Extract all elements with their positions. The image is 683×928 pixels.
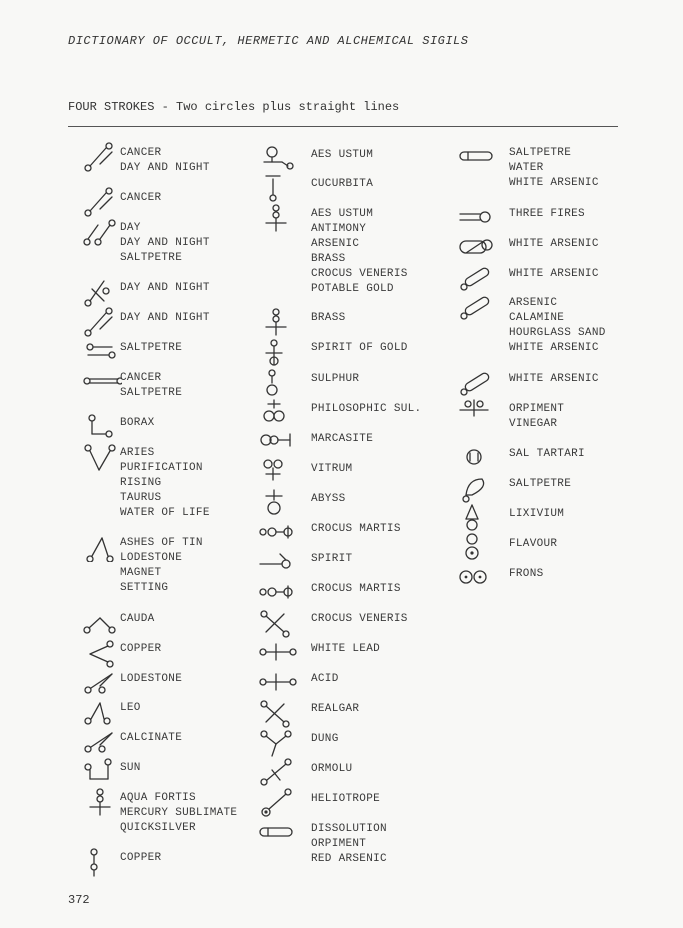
sigil-meaning-line: DAY AND NIGHT xyxy=(120,312,210,324)
sigil-meaning-line: THREE FIRES xyxy=(509,208,585,220)
sigil-meaning-line: ARSENIC xyxy=(509,297,558,309)
sigil-meanings xyxy=(311,462,352,477)
sigil-meanings xyxy=(509,477,571,492)
sigil-meaning-line: SPIRIT xyxy=(311,553,353,565)
sigil-meanings xyxy=(120,371,182,401)
sigil-meaning-line: CROCUS MARTIS xyxy=(311,583,401,595)
sigil-meanings xyxy=(120,221,210,266)
sigil-meaning-line: ORPIMENT xyxy=(311,838,367,850)
sigil-meaning-line: WHITE ARSENIC xyxy=(509,373,599,385)
sigil-meaning-line: ACID xyxy=(311,673,339,685)
sigil-meaning-line: POTABLE GOLD xyxy=(311,283,394,295)
capsule-sigil-icon xyxy=(458,142,498,177)
sigil-meaning-line: DAY AND NIGHT xyxy=(120,237,210,249)
sigil-meanings xyxy=(509,402,564,432)
sigil-meanings xyxy=(120,761,141,776)
sigil-meanings xyxy=(120,536,203,596)
sigil-meaning-line: SAL TARTARI xyxy=(509,448,585,460)
sigil-meaning-line: ANTIMONY xyxy=(311,223,367,235)
sigil-meanings xyxy=(311,311,346,326)
sigil-meanings xyxy=(509,267,599,282)
sigil-meaning-line: CALAMINE xyxy=(509,312,565,324)
sigil-meaning-line: SALTPETRE xyxy=(120,252,183,264)
sigil-meaning-line: CAUDA xyxy=(120,613,155,625)
sigil-meaning-line: RISING xyxy=(120,477,162,489)
sigil-meanings xyxy=(120,642,161,657)
sigil-meaning-line: CANCER xyxy=(120,192,162,204)
double-diagonal-circles-sigil-icon xyxy=(82,217,122,252)
sigil-meaning-line: DISSOLUTION xyxy=(311,823,387,835)
sigil-meaning-line: WHITE ARSENIC xyxy=(509,342,599,354)
sigil-meaning-line: CROCUS VENERIS xyxy=(311,268,408,280)
sigil-meaning-line: BRASS xyxy=(311,253,346,265)
sigil-meaning-line: SALTPETRE xyxy=(509,147,572,159)
sigil-meaning-line: VINEGAR xyxy=(509,418,558,430)
sigil-meaning-line: DAY AND NIGHT xyxy=(120,282,210,294)
sigil-meaning-line: SUN xyxy=(120,762,141,774)
sigil-meaning-line: PHILOSOPHIC SUL. xyxy=(311,403,422,415)
sigil-meaning-line: COPPER xyxy=(120,643,162,655)
sigil-meanings xyxy=(311,432,373,447)
sigil-meaning-line: WATER OF LIFE xyxy=(120,507,210,519)
sigil-meanings xyxy=(509,537,557,552)
sigil-meaning-line: QUICKSILVER xyxy=(120,822,196,834)
sigil-meaning-line: CROCUS VENERIS xyxy=(311,613,408,625)
sigil-meanings xyxy=(509,146,599,191)
sigil-meaning-line: VITRUM xyxy=(311,463,353,475)
sigil-meanings xyxy=(120,191,161,206)
sigil-meaning-line: DAY xyxy=(120,222,141,234)
sigil-meaning-line: PURIFICATION xyxy=(120,462,203,474)
sigil-meanings xyxy=(311,402,421,417)
sigil-meanings xyxy=(311,702,359,717)
sigil-meaning-line: SPIRIT OF GOLD xyxy=(311,342,408,354)
vertical-cross-circles-sigil-icon xyxy=(258,203,298,238)
sigil-meanings xyxy=(311,492,346,507)
sigil-meaning-line: BORAX xyxy=(120,417,155,429)
diagonal-two-circles-sigil-icon xyxy=(82,142,122,177)
sigil-meanings xyxy=(120,341,182,356)
sigil-meaning-line: ORPIMENT xyxy=(509,403,565,415)
sigil-meaning-line: WHITE LEAD xyxy=(311,643,381,655)
sigil-meanings xyxy=(311,522,401,537)
sigil-meaning-line: BRASS xyxy=(311,312,346,324)
sigil-meanings xyxy=(311,148,373,163)
sigil-meanings xyxy=(311,582,401,597)
sigil-meaning-line: WATER xyxy=(509,162,544,174)
sigil-meaning-line: LODESTONE xyxy=(120,673,183,685)
sigil-meaning-line: FRONS xyxy=(509,568,544,580)
sigil-meanings xyxy=(120,672,182,687)
sigil-meaning-line: CROCUS MARTIS xyxy=(311,523,401,535)
sigil-meanings xyxy=(311,822,387,867)
crossed-circle-sigil-icon xyxy=(258,337,298,372)
sigil-meaning-line: COPPER xyxy=(120,852,162,864)
sigil-meanings xyxy=(311,792,380,807)
sigil-meanings xyxy=(120,446,210,521)
vertical-cross-circles-sigil-icon xyxy=(82,787,122,822)
vertical-circles-sigil-icon xyxy=(82,847,122,882)
page-number: 372 xyxy=(68,893,90,907)
barred-circles-sigil-icon xyxy=(458,398,498,433)
sigil-meanings xyxy=(120,281,210,296)
sigil-meaning-line: CANCER xyxy=(120,147,162,159)
sigil-meaning-line: WHITE ARSENIC xyxy=(509,268,599,280)
sigil-meanings xyxy=(509,207,585,222)
caret-circles-sigil-icon xyxy=(82,532,122,567)
sigil-meaning-line: LIXIVIUM xyxy=(509,508,565,520)
sigil-meanings xyxy=(509,447,585,462)
page-header: DICTIONARY OF OCCULT, HERMETIC AND ALCHEMICAL SIGILS xyxy=(68,34,469,48)
sigil-meaning-line: ARSENIC xyxy=(311,238,360,250)
sigil-meaning-line: RED ARSENIC xyxy=(311,853,387,865)
sigil-meaning-line: ORMOLU xyxy=(311,763,353,775)
sigil-meanings xyxy=(509,296,606,356)
sigil-meanings xyxy=(311,642,380,657)
section-subtitle: FOUR STROKES - Two circles plus straight lines xyxy=(68,100,400,114)
sigil-meanings xyxy=(311,207,408,297)
sigil-meaning-line: TAURUS xyxy=(120,492,162,504)
sigil-meaning-line: ASHES OF TIN xyxy=(120,537,203,549)
sigil-meaning-line: MERCURY SUBLIMATE xyxy=(120,807,238,819)
sigil-meanings xyxy=(509,507,564,522)
sigil-meaning-line: ABYSS xyxy=(311,493,346,505)
sigil-meanings xyxy=(120,791,237,836)
sigil-meaning-line: SETTING xyxy=(120,582,169,594)
sigil-meanings xyxy=(120,612,155,627)
sigil-meanings xyxy=(509,567,544,582)
sigil-meaning-line: CUCURBITA xyxy=(311,178,374,190)
sigil-meaning-line: HOURGLASS SAND xyxy=(509,327,606,339)
sigil-meanings xyxy=(120,731,182,746)
sigil-meanings xyxy=(311,341,408,356)
sigil-meaning-line: ARIES xyxy=(120,447,155,459)
sigil-meaning-line: SALTPETRE xyxy=(120,342,183,354)
sigil-meaning-line: SALTPETRE xyxy=(509,478,572,490)
sigil-meanings xyxy=(120,311,210,326)
twin-circles-sigil-icon xyxy=(458,563,498,598)
sigil-meaning-line: MARCASITE xyxy=(311,433,374,445)
sigil-meanings xyxy=(311,372,359,387)
sigil-meaning-line: LODESTONE xyxy=(120,552,183,564)
sigil-meanings xyxy=(311,177,373,192)
sigil-meaning-line: MAGNET xyxy=(120,567,162,579)
sigil-meaning-line: AES USTUM xyxy=(311,208,374,220)
sigil-meanings xyxy=(311,732,339,747)
sigil-meanings xyxy=(509,372,599,387)
section-divider xyxy=(68,126,618,127)
sigil-meaning-line: LEO xyxy=(120,702,141,714)
sigil-meaning-line: DAY AND NIGHT xyxy=(120,162,210,174)
sigil-meaning-line: HELIOTROPE xyxy=(311,793,381,805)
sigil-meanings xyxy=(120,851,161,866)
sigil-meanings xyxy=(509,237,599,252)
sigil-meaning-line: REALGAR xyxy=(311,703,360,715)
sigil-meaning-line: FLAVOUR xyxy=(509,538,558,550)
sigil-meaning-line: WHITE ARSENIC xyxy=(509,238,599,250)
sigil-meaning-line: WHITE ARSENIC xyxy=(509,177,599,189)
sigil-meanings xyxy=(311,552,352,567)
sigil-meaning-line: CALCINATE xyxy=(120,732,183,744)
sigil-meanings xyxy=(311,672,339,687)
sigil-meanings xyxy=(120,146,210,176)
diagonal-capsule-sigil-icon xyxy=(458,292,498,327)
capsule-sigil-icon xyxy=(258,818,298,853)
sigil-meanings xyxy=(120,701,141,716)
horizontal-rod-circles-sigil-icon xyxy=(82,367,122,402)
sigil-meanings xyxy=(311,612,408,627)
sigil-meaning-line: SULPHUR xyxy=(311,373,360,385)
sigil-meanings xyxy=(120,416,155,431)
sigil-meaning-line: AQUA FORTIS xyxy=(120,792,196,804)
sigil-meaning-line: SALTPETRE xyxy=(120,387,183,399)
sigil-meaning-line: DUNG xyxy=(311,733,339,745)
sigil-meaning-line: CANCER xyxy=(120,372,162,384)
v-circles-sigil-icon xyxy=(82,442,122,477)
sigil-meanings xyxy=(311,762,352,777)
sigil-meaning-line: AES USTUM xyxy=(311,149,374,161)
